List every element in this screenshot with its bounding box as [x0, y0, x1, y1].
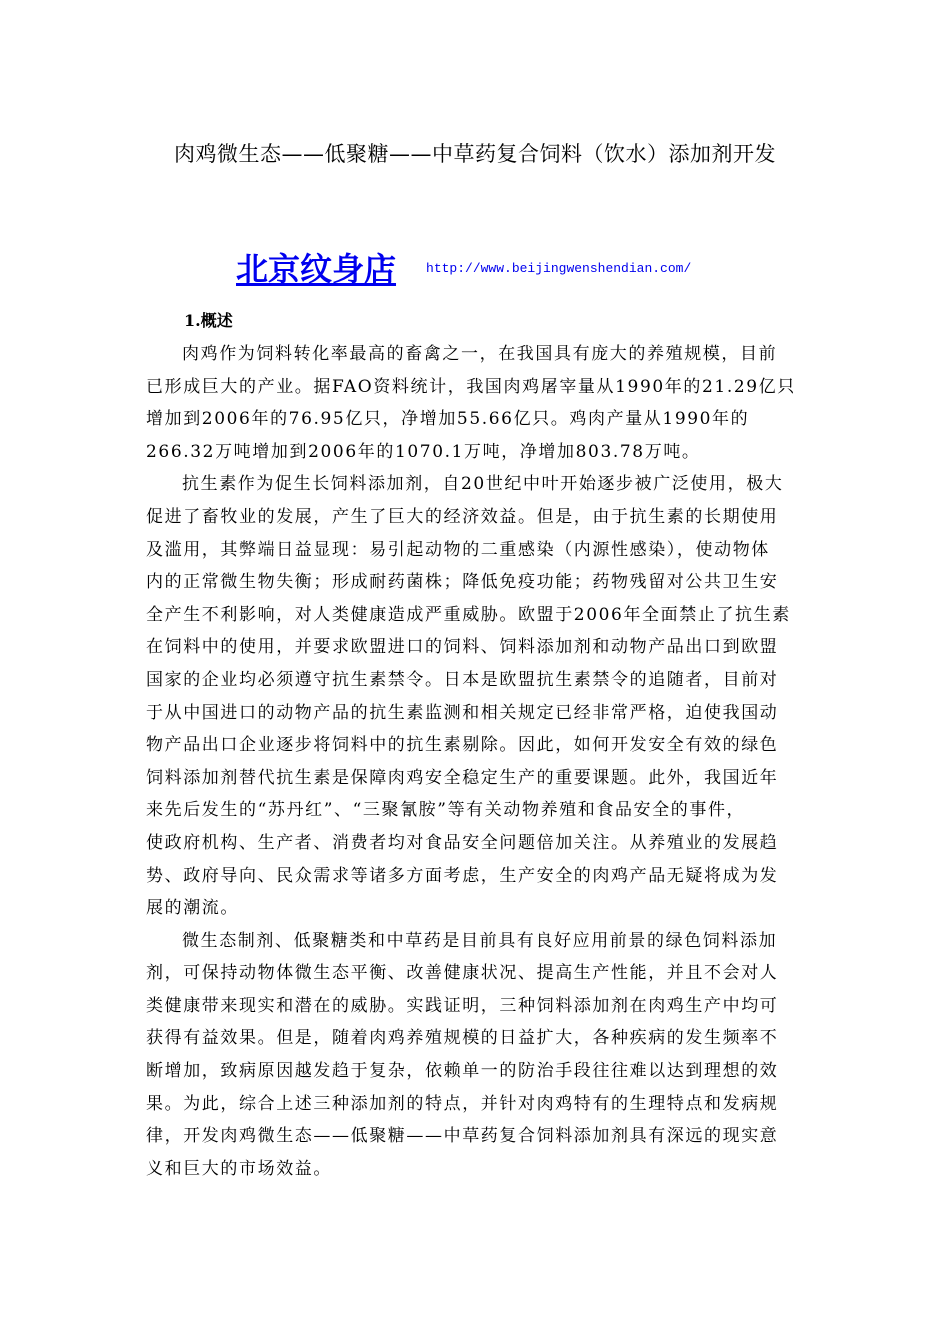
text-line: 势、政府导向、民众需求等诸多方面考虑，生产安全的肉鸡产品无疑将成为发	[146, 865, 779, 886]
text-line: 及滥用，其弊端日益显现：易引起动物的二重感染（内源性感染），使动物体	[146, 539, 770, 560]
paragraph-3	[146, 925, 806, 1186]
text-line: 国家的企业均必须遵守抗生素禁令。日本是欧盟抗生素禁令的追随者，目前对	[146, 669, 779, 690]
text-line: 展的潮流。	[146, 898, 239, 919]
body-text	[146, 338, 806, 1185]
text-line: 已形成巨大的产业。据FAO资料统计，我国肉鸡屠宰量从1990年的21.29亿只	[146, 376, 796, 397]
paragraph-2	[146, 468, 806, 924]
document-title: 肉鸡微生态——低聚糖——中草药复合饲料（饮水）添加剂开发	[174, 142, 776, 166]
text-line: 断增加，致病原因越发趋于复杂，依赖单一的防治手段往往难以达到理想的效	[146, 1061, 779, 1082]
paragraph-1	[146, 338, 806, 468]
text-line: 增加到2006年的76.95亿只，净增加55.66亿只。鸡肉产量从1990年的	[146, 409, 750, 430]
text-line: 微生态制剂、低聚糖类和中草药是目前具有良好应用前景的绿色饲料添加	[182, 930, 778, 951]
text-line: 义和巨大的市场效益。	[146, 1158, 332, 1179]
text-line: 剂，可保持动物体微生态平衡、改善健康状况、提高生产性能，并且不会对人	[146, 963, 779, 984]
text-line: 全产生不利影响，对人类健康造成严重威胁。欧盟于2006年全面禁止了抗生素	[146, 604, 791, 625]
text-line: 于从中国进口的动物产品的抗生素监测和相关规定已经非常严格，迫使我国动	[146, 702, 779, 723]
text-line: 肉鸡作为饲料转化率最高的畜禽之一，在我国具有庞大的养殖规模，目前	[182, 344, 778, 364]
text-line: 类健康带来现实和潜在的威胁。实践证明，三种饲料添加剂在肉鸡生产中均可	[146, 995, 779, 1016]
text-line: 内的正常微生物失衡；形成耐药菌株；降低免疫功能；药物残留对公共卫生安	[146, 572, 779, 593]
text-line: 物产品出口企业逐步将饲料中的抗生素剔除。因此，如何开发安全有效的绿色	[146, 735, 779, 756]
advertisement-line	[236, 244, 691, 290]
text-line: 获得有益效果。但是，随着肉鸡养殖规模的日益扩大，各种疾病的发生频率不	[146, 1028, 779, 1049]
text-line: 抗生素作为促生长饲料添加剂，自20世纪中叶开始逐步被广泛使用，极大	[182, 474, 784, 495]
ad-url-link[interactable]: http://www.beijingwenshendian.com/	[426, 261, 692, 276]
text-line: 饲料添加剂替代抗生素是保障肉鸡安全稳定生产的重要课题。此外，我国近年	[146, 767, 779, 788]
text-line: 促进了畜牧业的发展，产生了巨大的经济效益。但是，由于抗生素的长期使用	[146, 506, 779, 527]
ad-link[interactable]: 北京纹身店	[236, 250, 397, 288]
text-line: 使政府机构、生产者、消费者均对食品安全问题倍加关注。从养殖业的发展趋	[146, 832, 779, 853]
text-line: 果。为此，综合上述三种添加剂的特点，并针对肉鸡特有的生理特点和发病规	[146, 1093, 779, 1114]
section-heading: 1.概述	[184, 311, 233, 330]
text-line: 来先后发生的“苏丹红”、“三聚氰胺”等有关动物养殖和食品安全的事件，	[146, 800, 746, 821]
text-line: 律，开发肉鸡微生态——低聚糖——中草药复合饲料添加剂具有深远的现实意	[146, 1126, 779, 1147]
text-line: 266.32万吨增加到2006年的1070.1万吨，净增加803.78万吨。	[146, 441, 701, 462]
text-line: 在饲料中的使用，并要求欧盟进口的饲料、饲料添加剂和动物产品出口到欧盟	[146, 637, 779, 658]
